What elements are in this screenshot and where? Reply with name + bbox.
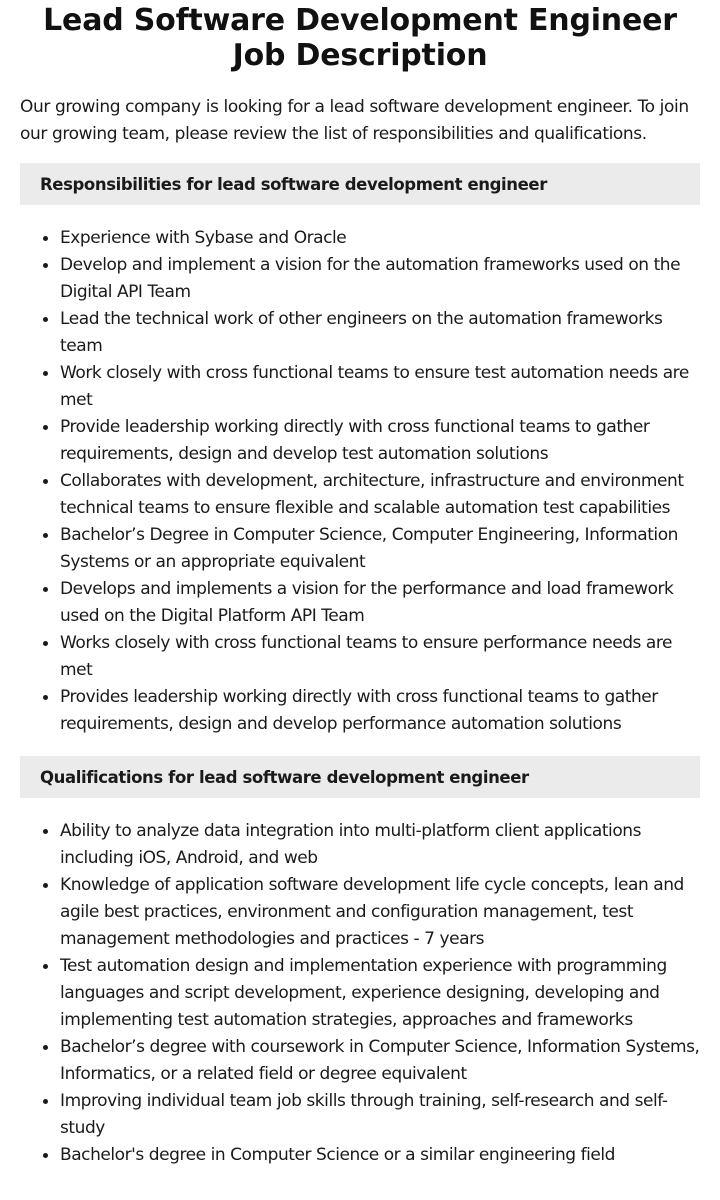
qualifications-list bbox=[20, 818, 700, 1169]
responsibilities-heading: Responsibilities for lead software development engineer bbox=[40, 174, 547, 194]
list-item: Improving individual team job skills through training, self-research and self-study bbox=[60, 1088, 700, 1142]
list-item: Develops and implements a vision for the performance and load framework used on the Digital Platform API Team bbox=[60, 576, 700, 630]
page-title: Lead Software Development Engineer Job Description bbox=[43, 3, 677, 73]
list-item: Provides leadership working directly with cross functional teams to gather requirements, design and develop performance automation solutions bbox=[60, 684, 700, 738]
list-item: Lead the technical work of other engineers on the automation frameworks team bbox=[60, 306, 700, 360]
list-item: Test automation design and implementation experience with programming languages and script development, experience designing, developing and implementing test automation strategies, approaches and frameworks bbox=[60, 953, 700, 1034]
list-item: Experience with Sybase and Oracle bbox=[60, 225, 700, 252]
responsibilities-header bbox=[20, 163, 700, 205]
list-item: Works closely with cross functional teams to ensure performance needs are met bbox=[60, 630, 700, 684]
list-item: Bachelor’s degree with coursework in Computer Science, Information Systems, Informatics, or a related field or degree equivalent bbox=[60, 1034, 700, 1088]
list-item: Knowledge of application software development life cycle concepts, lean and agile best practices, environment and configuration management, test management methodologies and practices - 7 years bbox=[60, 872, 700, 953]
qualifications-header bbox=[20, 756, 700, 798]
list-item: Ability to analyze data integration into multi-platform client applications including iOS, Android, and web bbox=[60, 818, 700, 872]
intro-paragraph: Our growing company is looking for a lead software development engineer. To join our growing team, please review the list of responsibilities and qualifications. bbox=[20, 97, 689, 144]
list-item: Bachelor’s Degree in Computer Science, Computer Engineering, Information Systems or an appropriate equivalent bbox=[60, 522, 700, 576]
list-item: Develop and implement a vision for the automation frameworks used on the Digital API Team bbox=[60, 252, 700, 306]
qualifications-heading: Qualifications for lead software development engineer bbox=[40, 767, 529, 787]
list-item: Bachelor's degree in Computer Science or a similar engineering field bbox=[60, 1142, 700, 1169]
list-item: Collaborates with development, architecture, infrastructure and environment technical teams to ensure flexible and scalable automation test capabilities bbox=[60, 468, 700, 522]
list-item: Work closely with cross functional teams to ensure test automation needs are met bbox=[60, 360, 700, 414]
responsibilities-list bbox=[20, 225, 700, 738]
list-item: Provide leadership working directly with cross functional teams to gather requirements, design and develop test automation solutions bbox=[60, 414, 700, 468]
